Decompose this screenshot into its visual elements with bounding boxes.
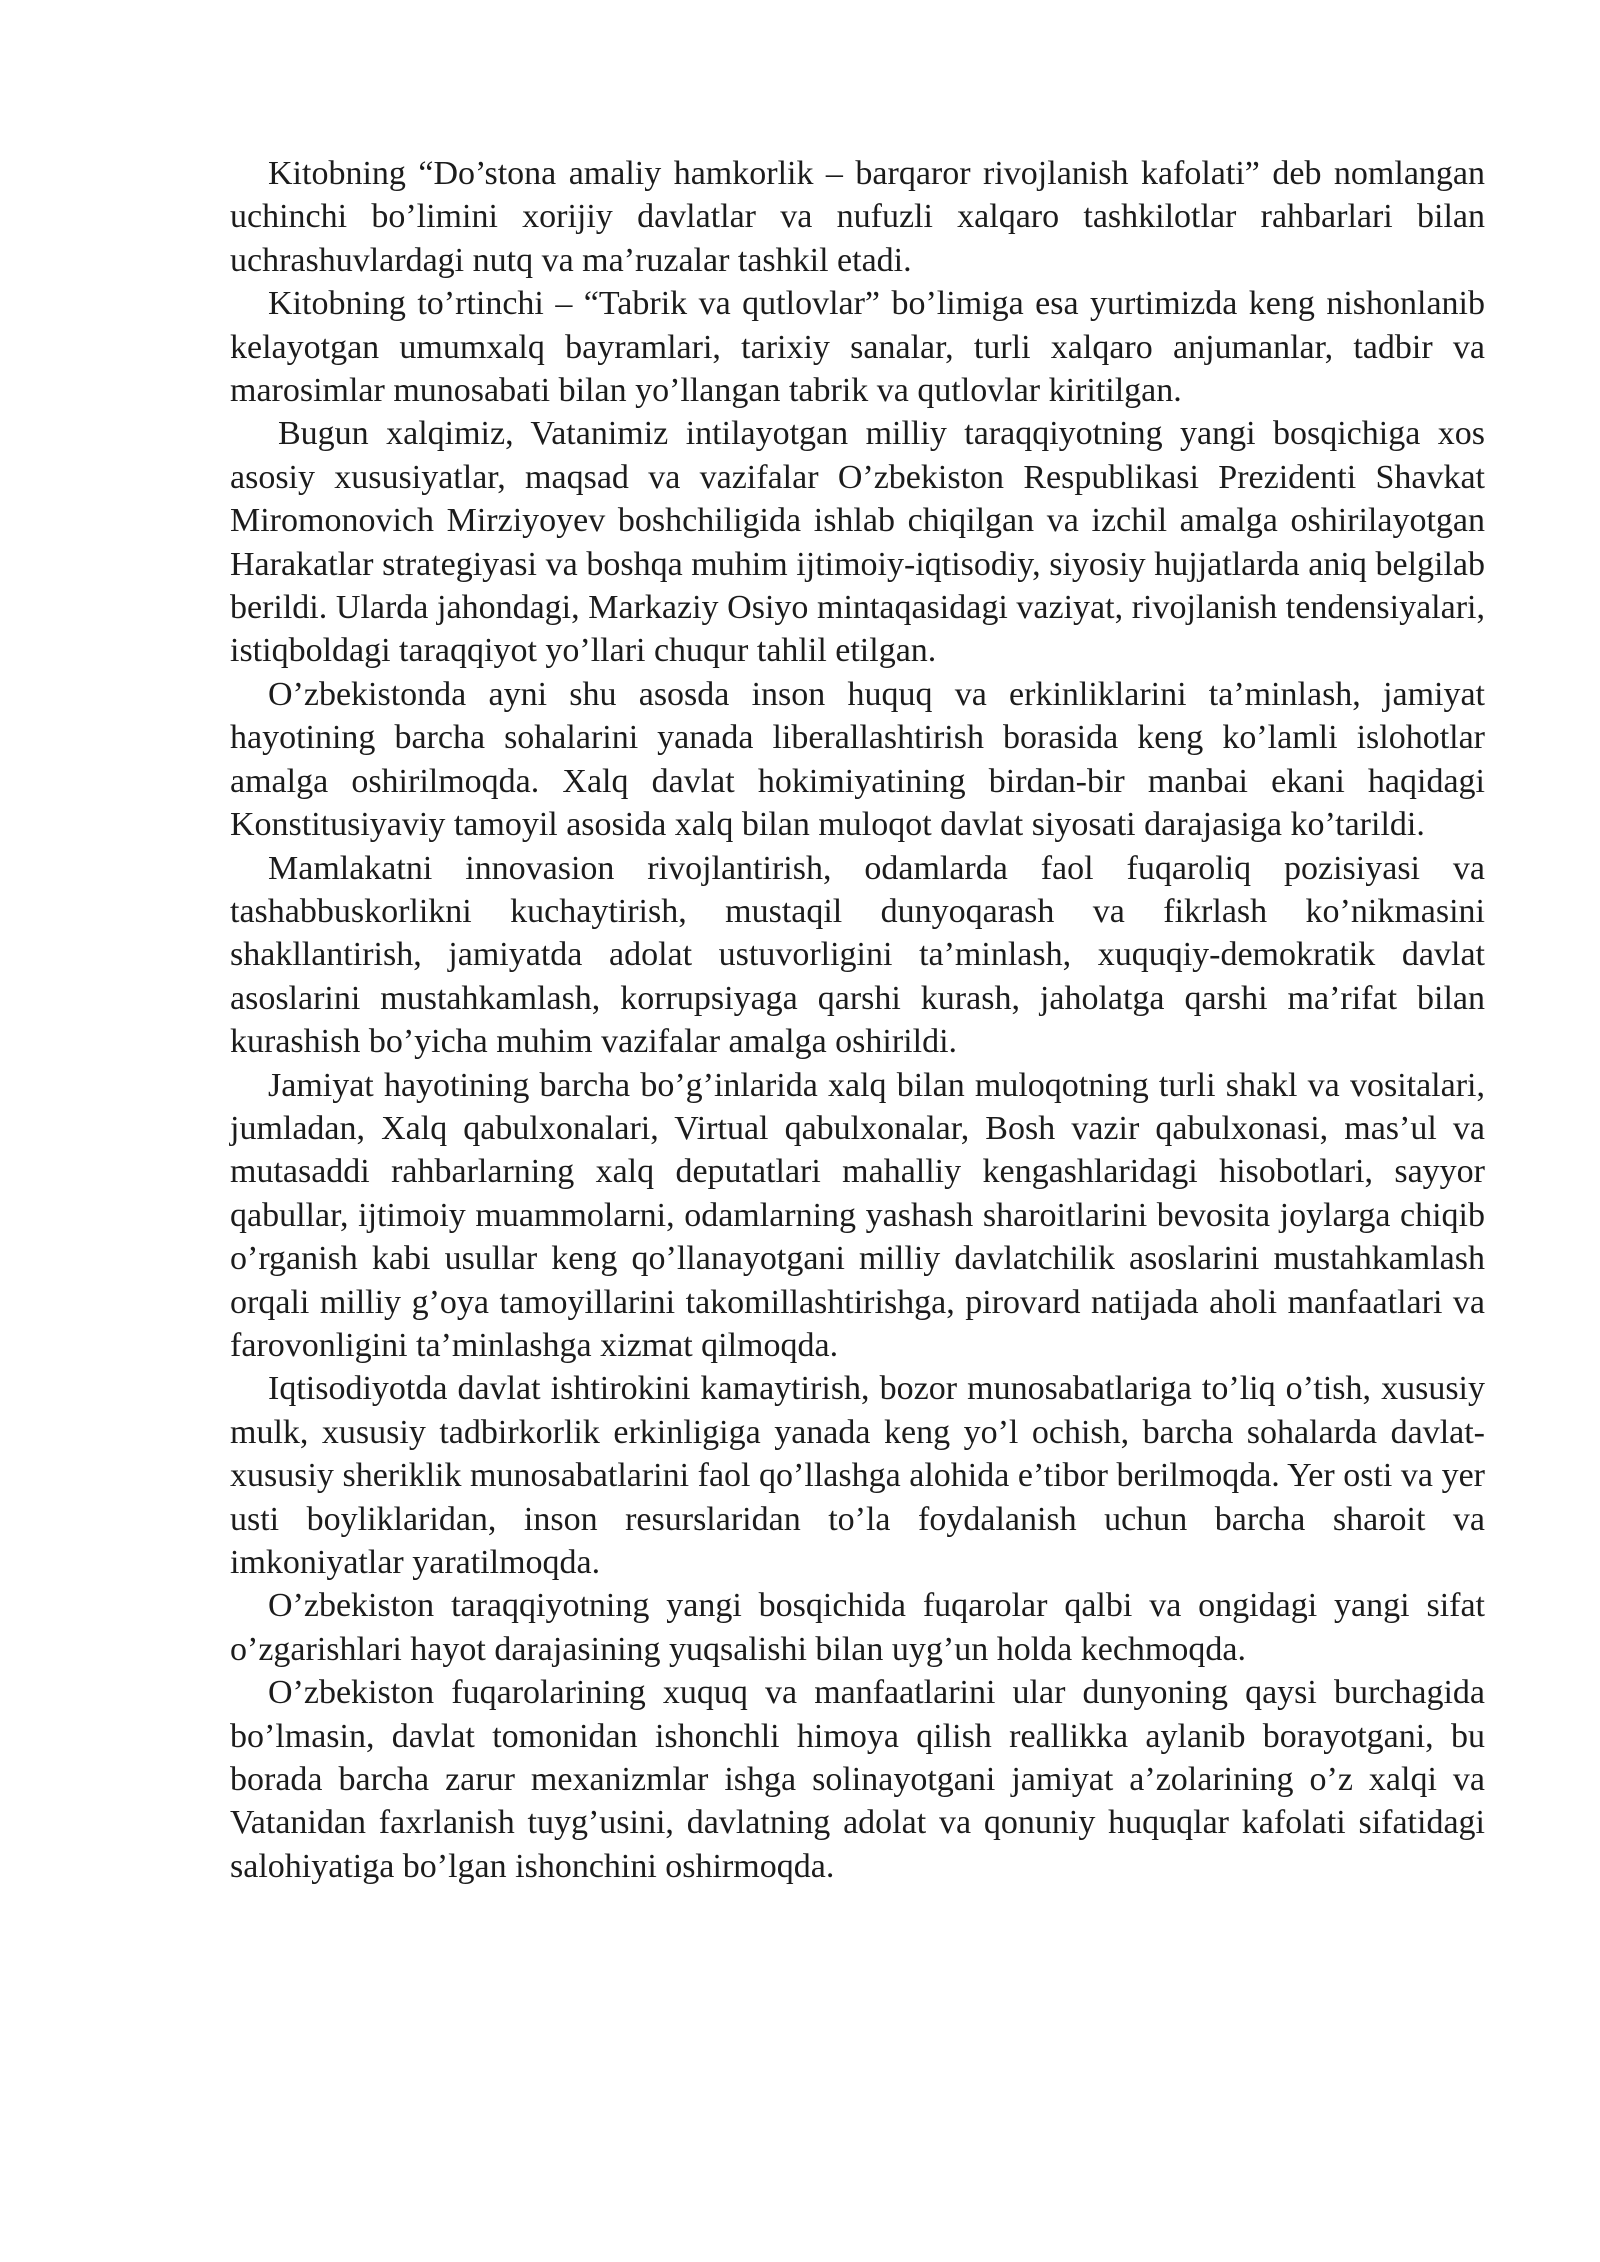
- paragraph: O’zbekiston fuqarolarining xuquq va manfaatlarini ular dunyoning qaysi burchagida bo’lmasin, davlat tomonidan ishonchli himoya qilish reallikka aylanib borayotgani, bu borada barcha zarur mexanizmlar ishga solinayotgani jamiyat a’zolarining o’z xalqi va Vatanidan faxrlanish tuyg’usini, davlatning adolat va qonuniy huquqlar kafolati sifatidagi salohiyatiga bo’lgan ishonchini oshirmoqda.: [230, 1674, 1485, 1885]
- paragraph: O’zbekiston taraqqiyotning yangi bosqichida fuqarolar qalbi va ongidagi yangi sifat o’zgarishlari hayot darajasining yuqsalishi bilan uyg’un holda kechmoqda.: [230, 1587, 1485, 1668]
- paragraph: Jamiyat hayotining barcha bo’g’inlarida xalq bilan muloqotning turli shakl va vositalari, jumladan, Xalq qabulxonalari, Virtual qabulxonalar, Bosh vazir qabulxonasi, mas’ul va mutasaddi rahbarlarning xalq deputatlari mahalliy kengashlaridagi hisobotlari, sayyor qabullar, ijtimoiy muammolarni, odamlarning yashash sharoitlarini bevosita joylarga chiqib o’rganish kabi usullar keng qo’llanayotgani milliy davlatchilik asoslarini mustahkamlash orqali milliy g’oya tamoyillarini takomillashtirishga, pirovard natijada aholi manfaatlari va farovonligini ta’minlashga xizmat qilmoqda.: [230, 1066, 1485, 1364]
- document-body: [230, 152, 1485, 1888]
- paragraph: Iqtisodiyotda davlat ishtirokini kamaytirish, bozor munosabatlariga to’liq o’tish, xususiy mulk, xususiy tadbirkorlik erkinligiga yanada keng yo’l ochish, barcha sohalarda davlat-xususiy sheriklik munosabatlarini faol qo’llashga alohida e’tibor berilmoqda. Yer osti va yer usti boyliklaridan, inson resurslaridan to’la foydalanish uchun barcha sharoit va imkoniyatlar yaratilmoqda.: [230, 1370, 1485, 1581]
- paragraph: Kitobning to’rtinchi – “Tabrik va qutlovlar” bo’limiga esa yurtimizda keng nishonlanib kelayotgan umumxalq bayramlari, tarixiy sanalar, turli xalqaro anjumanlar, tadbir va marosimlar munosabati bilan yo’llangan tabrik va qutlovlar kiritilgan.: [230, 285, 1485, 410]
- paragraph: Mamlakatni innovasion rivojlantirish, odamlarda faol fuqaroliq pozisiyasi va tashabbuskorlikni kuchaytirish, mustaqil dunyoqarash va fikrlash ko’nikmasini shakllantirish, jamiyatda adolat ustuvorligini ta’minlash, xuquqiy-demokratik davlat asoslarini mustahkamlash, korrupsiyaga qarshi kurash, jaholatga qarshi ma’rifat bilan kurashish bo’yicha muhim vazifalar amalga oshirildi.: [230, 849, 1485, 1061]
- paragraph: Kitobning “Do’stona amaliy hamkorlik – barqaror rivojlanish kafolati” deb nomlangan uchinchi bo’limini xorijiy davlatlar va nufuzli xalqaro tashkilotlar rahbarlari bilan uchrashuvlardagi nutq va ma’ruzalar tashkil etadi.: [230, 155, 1485, 279]
- paragraph: O’zbekistonda ayni shu asosda inson huquq va erkinliklarini ta’minlash, jamiyat hayotining barcha sohalarini yanada liberallashtirish borasida keng ko’lamli islohotlar amalga oshirilmoqda. Xalq davlat hokimiyatining birdan-bir manbai ekani haqidagi Konstitusiyaviy tamoyil asosida xalq bilan muloqot davlat siyosati darajasiga ko’tarildi.: [230, 675, 1485, 844]
- paragraph: Bugun xalqimiz, Vatanimiz intilayotgan milliy taraqqiyotning yangi bosqichiga xos asosiy xususiyatlar, maqsad va vazifalar O’zbekiston Respublikasi Prezidenti Shavkat Miromonovich Mirziyoyev boshchiligida ishlab chiqilgan va izchil amalga oshirilayotgan Harakatlar strategiyasi va boshqa muhim ijtimoiy-iqtisodiy, siyosiy hujjatlarda aniq belgilab berildi. Ularda jahondagi, Markaziy Osiyo mintaqasidagi vaziyat, rivojlanish tendensiyalari, istiqboldagi taraqqiyot yo’llari chuqur tahlil etilgan.: [230, 415, 1485, 670]
